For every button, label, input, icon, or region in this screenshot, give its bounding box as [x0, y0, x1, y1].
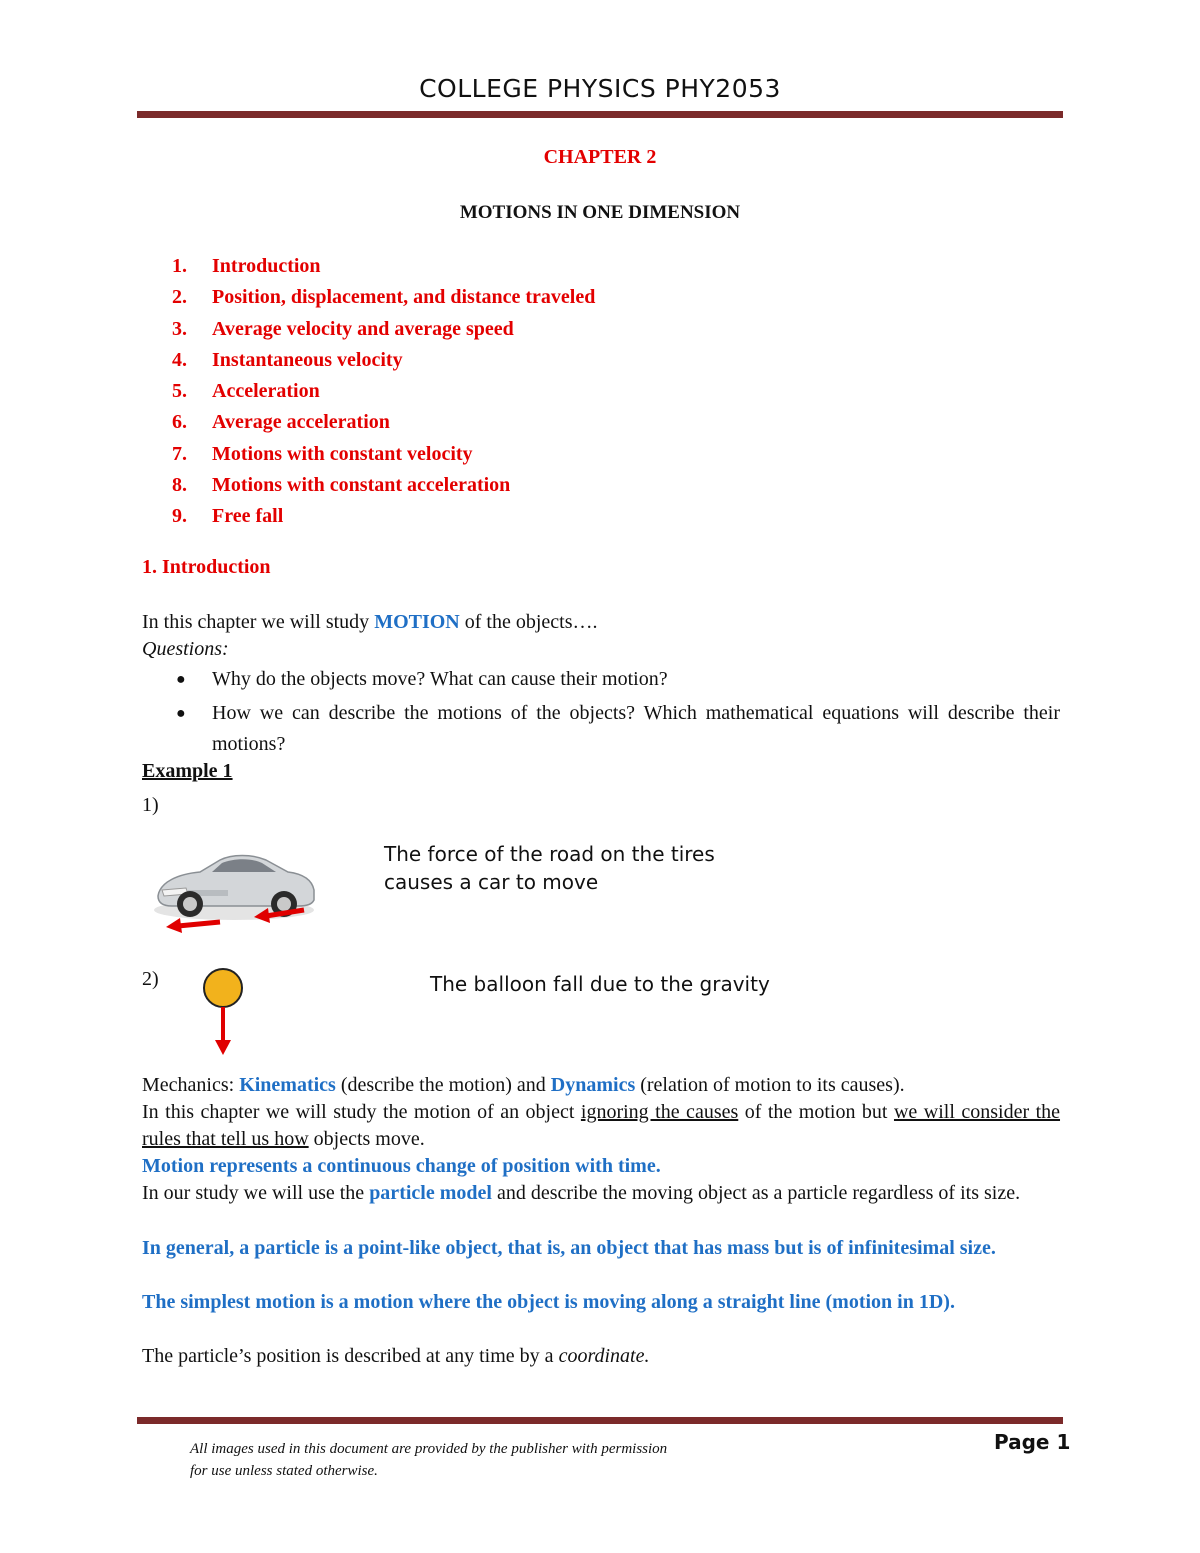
footer-note: All images used in this document are provided by the publisher with permission for use unless stated otherwise.: [190, 1441, 668, 1479]
mechanics-paragraph: Mechanics: Kinematics (describe the motion) and Dynamics (relation of motion to its causes).: [142, 1074, 905, 1096]
toc-item: 2. Position, displacement, and distance traveled: [172, 286, 596, 309]
balloon-image: [198, 966, 250, 1058]
bullet-icon: ●: [176, 671, 186, 688]
car-image: [148, 838, 324, 934]
bullet-icon: ●: [176, 705, 186, 722]
table-of-contents: [172, 255, 595, 537]
balloon-caption: The balloon fall due to the gravity: [430, 972, 770, 996]
example-item-number: 1): [142, 794, 159, 816]
toc-item: 4. Instantaneous velocity: [172, 348, 403, 371]
questions-label: Questions:: [142, 638, 229, 660]
toc-item: 6. Average acceleration: [172, 411, 390, 434]
list-item: ● How we can describe the motions of the objects? Which mathematical equations will describe their motions?: [172, 698, 1060, 760]
particle-definition: In general, a particle is a point-like object, that is, an object that has mass but is of infinitesimal size.: [142, 1237, 996, 1259]
header-rule: [137, 111, 1063, 118]
toc-item: 8. Motions with constant acceleration: [172, 474, 511, 497]
simplest-motion: The simplest motion is a motion where the object is moving along a straight line (motion in 1D).: [142, 1291, 955, 1313]
questions-list: [172, 664, 1060, 763]
page-number: Page 1: [994, 1430, 1071, 1454]
chapter-title: MOTIONS IN ONE DIMENSION: [459, 202, 741, 223]
toc-item: 7. Motions with constant velocity: [172, 442, 473, 465]
kinematics-keyword: Kinematics: [239, 1074, 336, 1096]
toc-item: 1. Introduction: [172, 255, 321, 277]
dynamics-keyword: Dynamics: [550, 1074, 636, 1096]
example-item-number: 2): [142, 968, 159, 990]
intro-paragraph: In this chapter we will study MOTION of the objects….: [142, 611, 598, 633]
list-item: ● Why do the objects move? What can cause their motion?: [172, 664, 1060, 695]
position-paragraph: The particle’s position is described at any time by a coordinate.: [142, 1345, 650, 1367]
toc-item: 9. Free fall: [172, 505, 284, 528]
motion-keyword: MOTION: [374, 611, 460, 633]
example-label: Example 1: [142, 760, 233, 782]
section-heading: 1. Introduction: [142, 556, 271, 578]
car-caption: The force of the road on the tires causes a car to move: [384, 842, 715, 894]
chapter-label: CHAPTER 2: [543, 146, 657, 168]
study-paragraph: In this chapter we will study the motion of an object ignoring the causes of the motion but we will consider the rules that tell us how objects move.: [142, 1101, 1061, 1150]
running-header: COLLEGE PHYSICS PHY2053: [419, 74, 781, 103]
toc-item: 5. Acceleration: [172, 380, 320, 403]
particle-model-paragraph: In our study we will use the particle model and describe the moving object as a particle regardless of its size.: [142, 1182, 1021, 1204]
footer-rule: [137, 1417, 1063, 1424]
toc-item: 3. Average velocity and average speed: [172, 317, 514, 340]
particle-model-keyword: particle model: [369, 1182, 492, 1204]
motion-definition: Motion represents a continuous change of position with time.: [142, 1155, 661, 1177]
